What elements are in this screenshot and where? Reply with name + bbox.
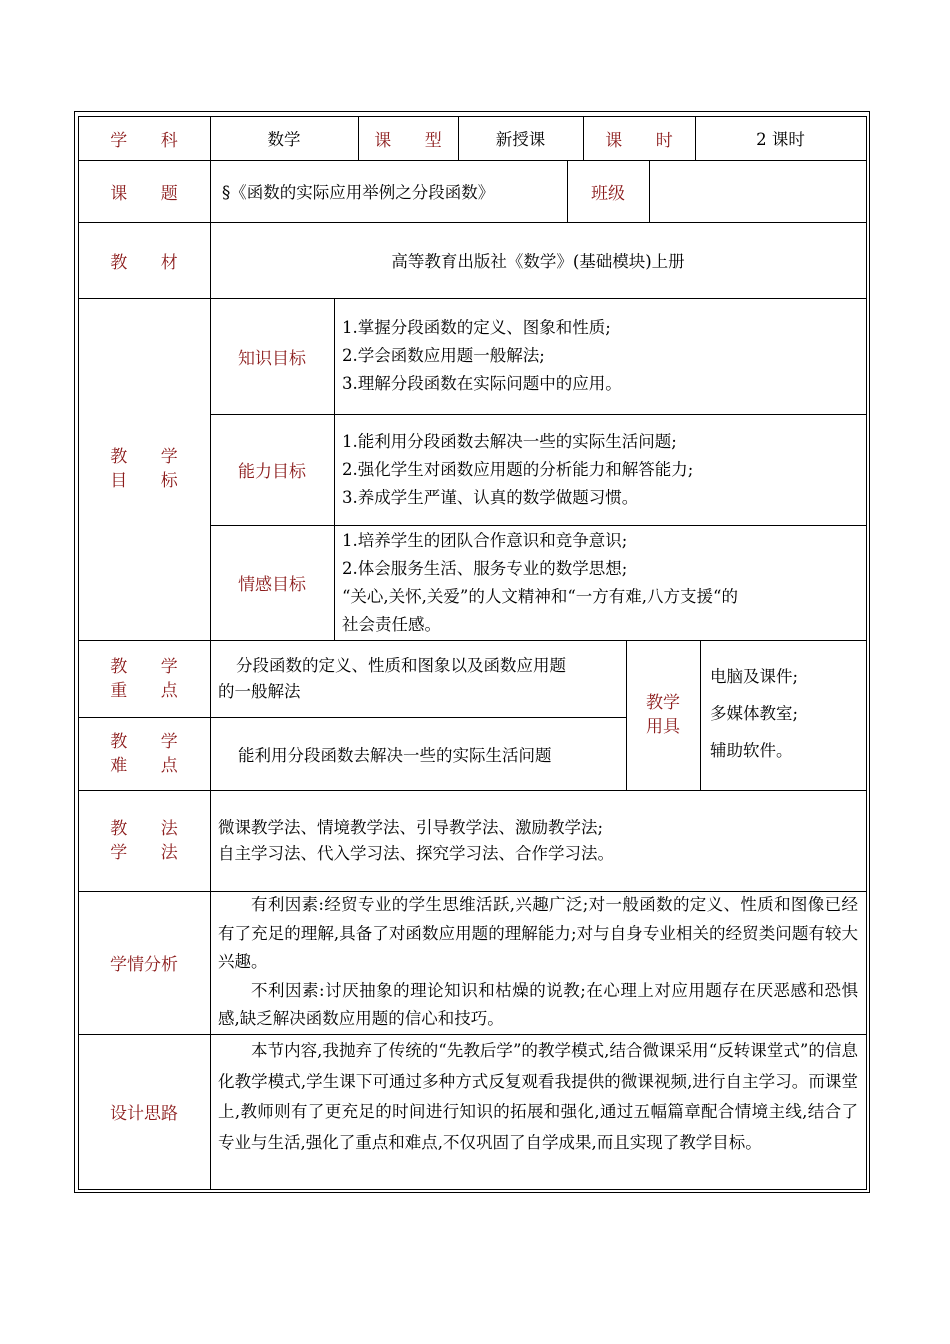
key-points-label-line1: 教 学: [110, 656, 192, 677]
list-item: 1.掌握分段函数的定义、图象和性质;: [342, 318, 611, 337]
teaching-tools-label: [626, 640, 700, 790]
emotion-objective-label: 情感目标: [238, 575, 306, 595]
list-item: 2.体会服务生活、服务专业的数学思想;: [342, 558, 628, 578]
difficulties-label: [78, 717, 210, 790]
list-item: 3.理解分段函数在实际问题中的应用。: [342, 374, 622, 393]
key-points-value: [210, 640, 626, 717]
methods-label-line2: 学 法: [110, 842, 192, 863]
list-item: 2.学会函数应用题一般解法;: [342, 346, 545, 365]
methods-line2: 自主学习法、代入学习法、探究学习法、合作学习法。: [218, 843, 614, 863]
knowledge-objective-list: [334, 298, 866, 414]
methods-line1: 微课教学法、情境教学法、引导教学法、激励教学法;: [218, 817, 604, 837]
key-points-label: [78, 640, 210, 717]
emotion-objective-list: [334, 525, 866, 640]
lesson-type-value: 新授课: [495, 130, 546, 149]
list-item: 电脑及课件;: [710, 667, 799, 686]
list-item: 1.能利用分段函数去解决一些的实际生活问题;: [342, 431, 677, 451]
teaching-tools-list: [700, 640, 866, 790]
ability-objective-label: 能力目标: [238, 462, 306, 482]
methods-label-line1: 教 法: [110, 818, 192, 839]
analysis-para-favorable: 有利因素:经贸专业的学生思维活跃,兴趣广泛;对一般函数的定义、性质和图像已经有了充足的理解,具备了对函数应用题的理解能力;对与自身专业相关的经贸类问题有较大兴趣。: [218, 895, 858, 972]
list-item: 社会责任感。: [342, 614, 441, 634]
objectives-label-line1: 教 学: [110, 447, 192, 467]
key-points-line1: 分段函数的定义、性质和图象以及函数应用题: [236, 655, 566, 675]
teaching-tools-label-line1: 教学: [646, 693, 680, 713]
design-para: 本节内容,我抛弃了传统的“先教后学”的教学模式,结合微课采用“反转课堂式”的信息化教学模式,学生课下可通过多种方式反复观看我提供的微课视频,进行自主学习。而课堂上,教师则有了更充足的时间进行知识的拓展和强化,通过五幅篇章配合情境主线,结合了专业与生活,强化了重点和难点,不仅巩固了自学成果,而且实现了教学目标。: [218, 1041, 858, 1152]
difficulties-label-line2: 难 点: [110, 755, 192, 776]
topic-value: §《函数的实际应用举例之分段函数》: [222, 183, 495, 202]
design-idea-label: 设计思路: [110, 1104, 178, 1124]
objectives-label-line2: 目 标: [110, 471, 192, 491]
class-label: 班级: [591, 183, 625, 204]
list-item: 辅助软件。: [710, 741, 793, 760]
list-item: 2.强化学生对函数应用题的分析能力和解答能力;: [342, 459, 694, 479]
knowledge-objective-label: 知识目标: [238, 348, 306, 369]
analysis-para-unfavorable: 不利因素:讨厌抽象的理论知识和枯燥的说教;在心理上对应用题存在厌恶感和恐惧感,缺乏解决函数应用题的信心和技巧。: [218, 980, 858, 1029]
student-analysis-text: [210, 891, 866, 1034]
list-item: 3.养成学生严谨、认真的数学做题习惯。: [342, 487, 639, 507]
methods-value: [210, 790, 866, 891]
methods-label: [78, 790, 210, 891]
textbook-value: 高等教育出版社《数学》(基础模块)上册: [391, 252, 685, 271]
list-item: 1.培养学生的团队合作意识和竞争意识;: [342, 530, 628, 550]
difficulties-label-line1: 教 学: [110, 731, 192, 752]
ability-objective-list: [334, 414, 866, 525]
teaching-tools-label-line2: 用具: [646, 717, 680, 737]
class-value: [649, 160, 866, 222]
key-points-line2: 的一般解法: [218, 681, 301, 701]
list-item: 多媒体教室;: [710, 704, 799, 723]
grid-line: [866, 116, 867, 1190]
design-idea-text: [210, 1034, 866, 1189]
objectives-label: [78, 298, 210, 640]
topic-label: 课 题: [110, 183, 192, 204]
key-points-label-line2: 重 点: [110, 680, 192, 701]
list-item: “关心,关怀,关爱”的人文精神和“一方有难,八方支援“的: [342, 586, 738, 606]
grid-line: [78, 1189, 866, 1190]
class-hours-value: 2 课时: [756, 130, 805, 149]
subject-value: 数学: [267, 130, 301, 149]
difficulties-value: 能利用分段函数去解决一些的实际生活问题: [238, 745, 552, 765]
lesson-type-label: 课 型: [374, 130, 456, 151]
subject-label: 学 科: [110, 130, 192, 151]
student-analysis-label: 学情分析: [110, 955, 178, 975]
class-hours-label: 课 时: [605, 130, 687, 151]
textbook-label: 教 材: [110, 252, 192, 273]
